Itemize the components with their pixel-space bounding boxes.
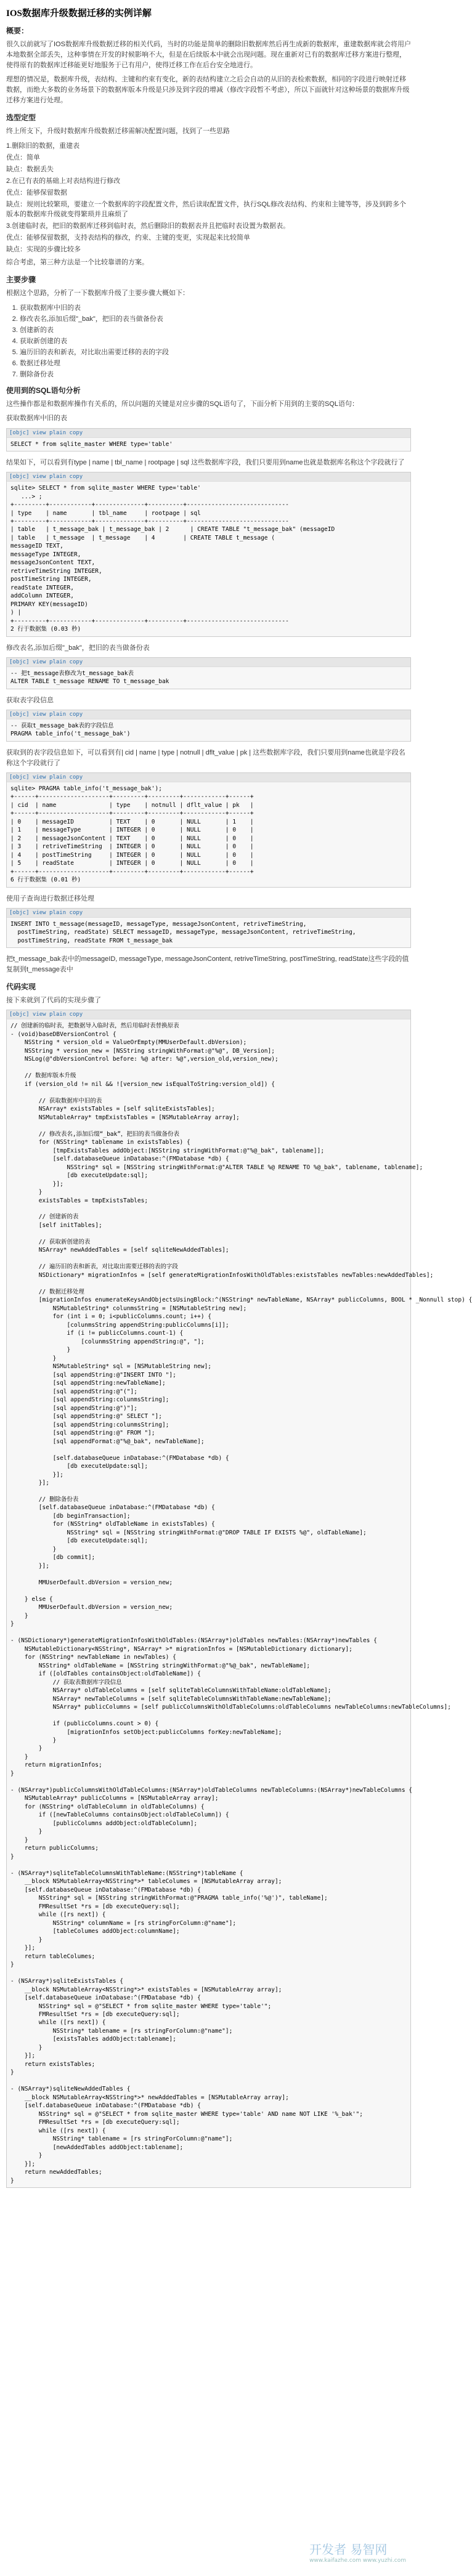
option1-con: 缺点：数据丢失 [6, 166, 54, 174]
impl-code-block [6, 1010, 472, 2188]
code-toolbar[interactable]: [objc] view plain copy [7, 658, 410, 667]
code-toolbar[interactable]: [objc] view plain copy [7, 909, 410, 918]
need-text: 理想的情况是，数据库升级，表结构、主键和约束有变化，新的表结构建立之后会自动的从旧的表检索数据，相同的字段进行映射迁移数据，而绝大多数的业务场景下的数据库版本升级是只涉及到字段的增减（修改字段暂不考虑），所以下面就针对这种场景的数据库升级迁移方案进行处理。 [6, 76, 410, 105]
sql1-result: sqlite> SELECT * from sqlite_master WHERE type='table' ...> ; +---------+------------+--------------+----------+----------------------------- | type | name | tbl_name | rootpage | sql +---------+------------+--------------+----------+----------------------------- | table | t_message_bak | t_message_bak | 2 | CREATE TABLE "t_message_bak" (messageID | table | t_message | t_message | 4 | CREATE TABLE t_message ( messageID TEXT, messageType INTEGER, messageJsonContent TEXT, retriveTimeString INTEGER, postTimeString INTEGER, readState INTEGER, addColumn INTEGER, PRIMARY KEY(messageID) ) | +---------+------------+--------------+----------+----------------------------- 2 行于数据集 (0.03 秒) [10, 485, 335, 633]
steps-list [20, 302, 411, 379]
watermark-sub: www.kaifazhe.com www.yuzhi.com [309, 2558, 406, 2564]
option3-title: 3.创建临时表，把旧的数据库迁移到临时表，然后删除旧的数据表并且把临时表设置为数据表。 [6, 222, 290, 230]
sql4-code: INSERT INTO t_message(messageID, messageType, messageJsonContent, retriveTimeString, postTimeString, readState) SELECT messageID, messageType, messageJsonContent, retriveTimeString, postTimeString, readState FROM t_message_bak [10, 920, 356, 944]
sql-intro: 这些操作都是和数据库操作有关系的，所以问题的关键是对应步骤的SQL语句了，下面分析下用到的主要的SQL语句： [6, 400, 359, 408]
sql3-result: sqlite> PRAGMA table_info('t_message_bak'); +------+--------------------+---------+---------+------------+------+ | cid | name | type | notnull | dflt_value | pk | +------+--------------------+---------+---------+------------+------+ | 0 | messageID | TEXT | 0 | NULL | 1 | | 1 | messageType | INTEGER | 0 | NULL | 0 | | 2 | messageJsonContent | TEXT | 0 | NULL | 0 | | 3 | retriveTimeString | INTEGER | 0 | NULL | 0 | | 4 | postTimeString | INTEGER | 0 | NULL | 0 | | 5 | readState | INTEGER | 0 | NULL | 0 | +------+--------------------+---------+---------+------------+------+ 6 行于数据集 (0.01 秒) [10, 785, 254, 884]
option2-title: 2.在已有表的基础上对表结构进行修改 [6, 177, 121, 185]
step-item: 2. 修改表名,添加后缀"_bak"，把旧的表当做备份表 [20, 314, 411, 323]
sql1-result-desc: 结果如下，可以看到有type | name | tbl_name | rootpage | sql 这些数据库字段，我们只要用到name也就是数据库名称这个字段就行了 [6, 459, 405, 466]
article-title: IOS数据库升级数据迁移的实例详解 [6, 9, 152, 18]
impl-intro: 接下来就到了代码的实现步骤了 [6, 997, 101, 1005]
article-content [0, 25, 472, 2188]
site-watermark [309, 2540, 406, 2564]
option1-title: 1.删除旧的数据，重建表 [6, 142, 80, 150]
option2-pro: 优点：能够保留数据 [6, 189, 67, 197]
code-toolbar[interactable]: [objc] view plain copy [7, 429, 410, 438]
option3-con: 缺点：实现的步骤比较多 [6, 246, 81, 254]
impl-heading: 代码实现 [6, 982, 36, 992]
code-toolbar[interactable]: [objc] view plain copy [7, 773, 410, 782]
steps-heading: 主要步骤 [6, 275, 36, 285]
sql3-heading: 获取表字段信息 [6, 696, 54, 704]
option1-pro: 优点：简单 [6, 154, 40, 162]
sql1-result-block [6, 472, 411, 637]
sql3-result-desc: 获取到的表字段信息如下，可以看到有| cid | name | type | notnull | dflt_value | pk | 这些数据库字段，我们只要用到name也就是字段名称这个字段就行了 [6, 748, 405, 767]
watermark-main: 开发者 易智网 [309, 2542, 388, 2557]
step-item: 7. 删除备份表 [20, 369, 411, 379]
sql3-result-block [6, 772, 411, 888]
step-item: 1. 获取数据库中旧的表 [20, 302, 411, 312]
choose-heading: 选型定型 [6, 113, 36, 123]
sql-heading: 使用到的SQL语句分析 [6, 386, 81, 395]
code-toolbar[interactable]: [objc] view plain copy [7, 710, 410, 719]
sql4-code-block [6, 908, 411, 948]
sql1-code-block [6, 428, 411, 452]
sql1-heading: 获取数据库中旧的表 [6, 415, 67, 423]
sql1-code: SELECT * from sqlite_master WHERE type='table' [10, 440, 173, 448]
code-toolbar[interactable]: [objc] view plain copy [7, 472, 410, 482]
sql2-heading: 修改表名,添加后缀"_bak"，把旧的表当做备份表 [6, 644, 150, 652]
overview-text: 很久以前就写了IOS数据库升级数据迁移的相关代码，当时的功能是简单的删除旧数据库然后再生成新的数据库，重建数据库就会将用户本地数据全部丢失，这种事情在开发的时候影响不大，但是在后续版本中就会出现问题。现在重新对已有的数据库迁移方案进行整理，使得原有的数据库迁移能更好地服务于已有用户，使得迁移工作在后台安全地进行。 [6, 41, 411, 70]
sql4-heading: 使用子查询进行数据迁移处理 [6, 894, 94, 902]
sql3-code: -- 获取t_message_bak表的字段信息 PRAGMA table_info('t_message_bak') [10, 722, 131, 738]
step-item: 6. 数据迁移处理 [20, 358, 411, 368]
sql2-code-block [6, 657, 411, 689]
sql2-code: -- 把t_message表修改为t_message_bak表 ALTER TABLE t_message RENAME TO t_message_bak [10, 670, 169, 686]
steps-intro: 根据这个思路，分析了一下数据库升级了主要步骤大概如下： [6, 290, 189, 298]
code-toolbar[interactable]: [objc] view plain copy [7, 1010, 410, 1019]
option3-pro: 优点：能够保留数据，支持表结构的修改，约束、主键的变更，实现起来比较简单 [6, 234, 250, 242]
article-page [0, 6, 472, 2576]
option2-con: 缺点：规则比较繁琐，要建立一个数据库的字段配置文件，然后读取配置文件，执行SQL修改表结构、约束和主键等等，涉及到跨多个版本的数据库升级就变得繁琐并且麻烦了 [6, 201, 407, 219]
step-item: 5. 遍历旧的表和新表，对比取出需要迁移的表的字段 [20, 347, 411, 357]
step-item: 4. 获取新创建的表 [20, 336, 411, 346]
sql3-code-block [6, 710, 411, 742]
choose-intro: 终上所支下，升级时数据库升级数据迁移需解决配置问题，找到了一些思路 [6, 128, 230, 136]
sql4-desc: 把t_message_bak表中的messageID, messageType, messageJsonContent, retriveTimeString, postTimeString, readState这些字段的值复制到t_message表中 [6, 955, 409, 974]
overview-heading: 概要： [6, 26, 29, 35]
option-conclusion: 综合考虑，第三种方法是一个比较靠谱的方案。 [6, 259, 149, 267]
impl-code: // 创建新的临时表，把数据导入临时表，然后用临时表替换原表 - (void)baseDBVersionControl { NSString * version_old = ValueOrEmpty(MMUserDefault.dbVersion); NSString * version_new = [NSString stringWithFormat:@"%@", DB_Version]; NSLog(@"dbVersionControl before: %@ after: %@",version_old,version_new); // 数据库版本升级 if (version_old != nil && ![version_new isEqualToString:version_old]) { // 获取数据库中旧的表 NSArray* existsTables = [self sqliteExistsTables]; NSMutableArray* tmpExistsTables = [NSMutableArray array]; // 修改表名,添加后缀“_bak”，把旧的表当做备份表 for (NSString* tablename in existsTables) { [tmpExistsTables addObject:[NSString stringWithFormat:@"%@_bak", tablename]]; [self.databaseQueue inDatabase:^(FMDatabase *db) { NSString* sql = [NSString stringWithFormat:@"ALTER TABLE %@ RENAME TO %@_bak", tablename, tablename]; [db executeUpdate:sql]; }]; } existsTables = tmpExistsTables; // 创建新的表 [self initTables]; // 获取新创建的表 NSArray* newAddedTables = [self sqliteNewAddedTables]; // 遍历旧的表和新表，对比取出需要迁移的表的字段 NSDictionary* migrationInfos = [self generateMigrationInfosWithOldTables:existsTables newTables:newAddedTables]; // 数据迁移处理 [migrationInfos enumerateKeysAndObjectsUsingBlock:^(NSString* newTableName, NSArray* publicColumns, BOOL * _Nonnull stop) { NSMutableString* colunmsString = [NSMutableString new]; for (int i = 0; i<publicColumns.count; i++) { [colunmsString appendString:publicColumns[i]]; if (i != publicColumns.count-1) { [colunmsString appendString:@", "]; } } NSMutableString* sql = [NSMutableString new]; [sql appendString:@"INSERT INTO "]; [sql appendString:newTableName]; [sql appendString:@"("]; [sql appendString:colunmsString]; [sql appendString:@")"]; [sql appendString:@" SELECT "]; [sql appendString:colunmsString]; [sql appendString:@" FROM "]; [sql appendFormat:@"%@_bak", newTableName]; [self.databaseQueue inDatabase:^(FMDatabase *db) { [db executeUpdate:sql]; }]; }]; // 删除备份表 [self.databaseQueue inDatabase:^(FMDatabase *db) { [db beginTransaction]; for (NSString* oldTableName in existsTables) { NSString* sql = [NSString stringWithFormat:@"DROP TABLE IF EXISTS %@", oldTableName]; [db executeUpdate:sql]; } [db commit]; }]; MMUserDefault.dbVersion = version_new; } else { MMUserDefault.dbVersion = version_new; } } - (NSDictionary*)generateMigrationInfosWithOldTables:(NSArray*)oldTables newTables:(NSArray*)newTables { NSMutableDictionary<NSString*, NSArray* >* migrationInfos = [NSMutableDictionary dictionary]; for (NSString* newTableName in newTables) { NSString* oldTableName = [NSString stringWithFormat:@"%@_bak", newTableName]; if ([oldTables containsObject:oldTableName]) { // 获取表数据库字段信息 NSArray* oldTableColumns = [self sqliteTableColumnsWithTableName:oldTableName]; NSArray* newTableColumns = [self sqliteTableColumnsWithTableName:newTableName]; NSArray* publicColumns = [self publicColumnsWithOldTableColumns:oldTableColumns newTableColumns:newTableColumns]; if (publicColumns.count > 0) { [migrationInfos setObject:publicColumns forKey:newTableName]; } } } return migrationInfos; } - (NSArray*)publicColumnsWithOldTableColumns:(NSArray*)oldTableColumns newTableColumns:(NSArray*)newTableColumns { NSMutableArray* publicColumns = [NSMutableArray array]; for (NSString* oldTableColumn in oldTableColumns) { if ([newTableColumns containsObject:oldTableColumn]) { [publicColumns addObject:oldTableColumn]; } } return publicColumns; } - (NSArray*)sqliteTableColumnsWithTableName:(NSString*)tableName { __block NSMutableArray<NSString*>* tableColumes = [NSMutableArray array]; [self.databaseQueue inDatabase:^(FMDatabase *db) { NSString* sql = [NSString stringWithFormat:@"PRAGMA table_info('%@')", tableName]; FMResultSet *rs = [db executeQuery:sql]; while ([rs next]) { NSString* columnName = [rs stringForColumn:@"name"]; [tableColumes addObject:columnName]; } }]; return tableColumes; } - (NSArray*)sqliteExistsTables { __block NSMutableArray<NSString*>* existsTables = [NSMutableArray array]; [self.databaseQueue inDatabase:^(FMDatabase *db) { NSString* sql = @"SELECT * from sqlite_master WHERE type='table'"; FMResultSet *rs = [db executeQuery:sql]; while ([rs next]) { NSString* tablename = [rs stringForColumn:@"name"]; [existsTables addObject:tablename]; } }]; return existsTables; } - (NSArray*)sqliteNewAddedTables { __block NSMutableArray<NSString*>* newAddedTables = [NSMutableArray array]; [self.databaseQueue inDatabase:^(FMDatabase *db) { NSString* sql = @"SELECT * from sqlite_master WHERE type='table' AND name NOT LIKE '%_bak'"; FMResultSet *rs = [db executeQuery:sql]; while ([rs next]) { NSString* tablename = [rs stringForColumn:@"name"]; [newAddedTables addObject:tablename]; } }]; return newAddedTables; } [10, 1023, 472, 2184]
step-item: 3. 创建新的表 [20, 325, 411, 334]
